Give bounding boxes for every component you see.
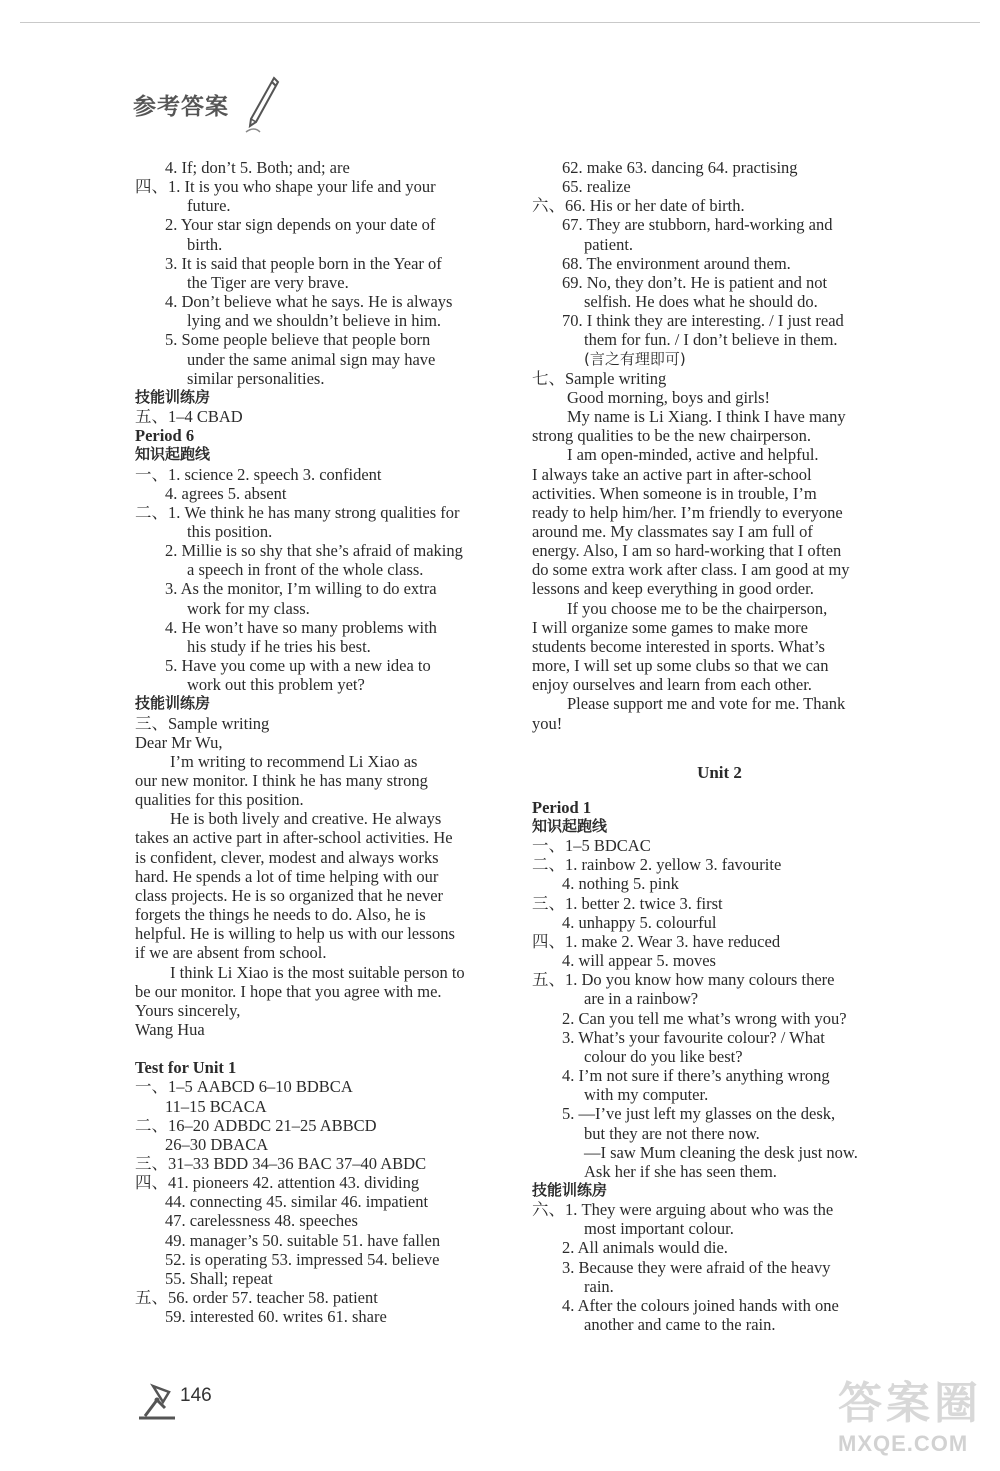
speech-line: I am open-minded, active and helpful. xyxy=(567,445,819,465)
answer-line: this position. xyxy=(187,521,273,541)
answer-line: Ask her if she has seen them. xyxy=(584,1161,777,1181)
header-title: 参考答案 xyxy=(133,94,229,120)
letter-line: be our monitor. I hope that you agree with me. xyxy=(135,981,442,1001)
watermark-text: 答案圈 xyxy=(838,1378,982,1429)
answer-line: another and came to the rain. xyxy=(584,1315,776,1335)
answer-line: 2. All animals would die. xyxy=(562,1238,728,1258)
top-rule xyxy=(20,22,980,23)
letter-line: He is both lively and creative. He always xyxy=(170,809,442,829)
speech-line: students become interested in sports. What’s xyxy=(532,636,825,656)
speech-line: around me. My classmates say I am full of xyxy=(532,521,813,541)
answer-line: 5. —I’ve just left my glasses on the desk, xyxy=(562,1104,836,1124)
desk-lamp-icon xyxy=(135,1378,179,1422)
answer-line: lying and we shouldn’t believe in him. xyxy=(187,311,442,331)
test-heading: Test for Unit 1 xyxy=(135,1058,237,1078)
answer-line: work for my class. xyxy=(187,598,310,618)
answer-line: 七、Sample writing xyxy=(532,368,667,388)
answer-line: 70. I think they are interesting. / I just read xyxy=(562,311,844,331)
letter-line: Dear Mr Wu, xyxy=(135,732,223,752)
speech-line: Please support me and vote for me. Thank xyxy=(567,694,846,714)
speech-line: Good morning, boys and girls! xyxy=(567,387,771,407)
speech-line: enjoy ourselves and learn from each other. xyxy=(532,675,812,695)
answer-line: 4. I’m not sure if there’s anything wrong xyxy=(562,1066,830,1086)
answer-line: 68. The environment around them. xyxy=(562,253,791,273)
section-heading: 知识起跑线 xyxy=(135,445,211,464)
speech-line: I will organize some games to make more xyxy=(532,617,808,637)
answer-line: 四、41. pioneers 42. attention 43. dividing xyxy=(135,1173,420,1193)
answer-line: 一、1–5 AABCD 6–10 BDBCA xyxy=(135,1077,353,1097)
answer-line: 六、66. His or her date of birth. xyxy=(532,196,745,216)
answer-line: 二、16–20 ADBDC 21–25 ABBCD xyxy=(135,1115,377,1135)
answer-line: 一、1. science 2. speech 3. confident xyxy=(135,464,382,484)
answer-line: them for fun. / I don’t believe in them. xyxy=(584,330,838,350)
speech-line: energy. Also, I am so hard-working that I often xyxy=(532,541,842,561)
letter-line: takes an active part in after-school activities. He xyxy=(135,828,453,848)
answer-line: 3. Because they were afraid of the heavy xyxy=(562,1257,831,1277)
period-heading: Period 1 xyxy=(532,797,592,817)
answer-line: 4. will appear 5. moves xyxy=(562,951,716,971)
answer-line: patient. xyxy=(584,234,634,254)
right-column xyxy=(532,158,907,1334)
answer-line: 62. make 63. dancing 64. practising xyxy=(562,158,798,177)
answer-line: colour do you like best? xyxy=(584,1046,743,1066)
answer-line: 2. Can you tell me what’s wrong with you? xyxy=(562,1008,847,1028)
watermark xyxy=(838,1367,982,1457)
answer-note: (言之有理即可) xyxy=(584,349,686,368)
letter-line: Wang Hua xyxy=(135,1020,205,1040)
speech-line: activities. When someone is in trouble, I’m xyxy=(532,483,817,503)
answer-line: selfish. He does what he should do. xyxy=(584,292,818,312)
answer-line: future. xyxy=(187,196,231,216)
speech-line: you! xyxy=(532,713,563,733)
speech-line: do some extra work after class. I am good at my xyxy=(532,560,850,580)
answer-line: rain. xyxy=(584,1276,614,1296)
letter-line: I think Li Xiao is the most suitable person to xyxy=(170,962,465,982)
section-heading: 技能训练房 xyxy=(135,694,211,713)
period-heading: Period 6 xyxy=(135,426,195,446)
answer-line: 4. Don’t believe what he says. He is always xyxy=(165,292,453,312)
speech-line: My name is Li Xiang. I think I have many xyxy=(567,407,846,427)
speech-line: If you choose me to be the chairperson, xyxy=(567,598,828,618)
answer-line: 26–30 DBACA xyxy=(165,1134,269,1154)
letter-line: if we are absent from school. xyxy=(135,943,327,963)
pen-icon xyxy=(244,76,280,136)
answer-line: 三、31–33 BDD 34–36 BAC 37–40 ABDC xyxy=(135,1153,427,1173)
answer-line: 4. He won’t have so many problems with xyxy=(165,617,437,637)
answer-line: most important colour. xyxy=(584,1219,734,1239)
speech-line: more, I will set up some clubs so that we can xyxy=(532,656,829,676)
answer-line: 65. realize xyxy=(562,177,631,197)
letter-line: class projects. He is so organized that he never xyxy=(135,885,444,905)
page-header xyxy=(133,88,229,121)
answer-line: 47. carelessness 48. speeches xyxy=(165,1211,358,1231)
answer-line: 4. nothing 5. pink xyxy=(562,874,679,894)
answer-line: 四、1. make 2. Wear 3. have reduced xyxy=(532,931,781,951)
left-column xyxy=(135,158,510,1326)
answer-line: but they are not there now. xyxy=(584,1123,760,1143)
speech-line: I always take an active part in after-school xyxy=(532,464,812,484)
answer-line: are in a rainbow? xyxy=(584,989,699,1009)
answer-line: 五、1. Do you know how many colours there xyxy=(532,970,835,990)
answer-line: 4. unhappy 5. colourful xyxy=(562,912,717,932)
letter-line: hard. He spends a lot of time helping with our xyxy=(135,866,439,886)
section-heading: 知识起跑线 xyxy=(532,817,608,835)
answer-line: 5. Some people believe that people born xyxy=(165,330,431,350)
answer-line: 五、56. order 57. teacher 58. patient xyxy=(135,1288,378,1308)
answer-line: 59. interested 60. writes 61. share xyxy=(165,1307,387,1327)
answer-line: a speech in front of the whole class. xyxy=(187,560,424,580)
page-number: 146 xyxy=(180,1385,212,1406)
answer-line: birth. xyxy=(187,234,223,254)
section-heading: 技能训练房 xyxy=(135,387,211,406)
answer-line: 49. manager’s 50. suitable 51. have fallen xyxy=(165,1230,441,1250)
answer-line: 三、Sample writing xyxy=(135,713,270,733)
answer-line: with my computer. xyxy=(584,1085,709,1105)
answer-line: 3. It is said that people born in the Year of xyxy=(165,253,442,273)
answer-line: 3. What’s your favourite colour? / What xyxy=(562,1027,825,1047)
watermark-url: MXQE.COM xyxy=(838,1431,969,1456)
answer-line: 69. No, they don’t. He is patient and not xyxy=(562,272,828,292)
section-heading: 技能训练房 xyxy=(532,1180,608,1199)
answer-line: 五、1–4 CBAD xyxy=(135,407,243,427)
answer-line: the Tiger are very brave. xyxy=(187,272,349,292)
answer-line: 二、1. We think he has many strong qualities for xyxy=(135,502,460,522)
answer-line: his study if he tries his best. xyxy=(187,636,371,656)
answer-line: 2. Millie is so shy that she’s afraid of making xyxy=(165,541,463,561)
letter-line: is confident, clever, modest and always works xyxy=(135,847,439,867)
answer-line: 4. If; don’t 5. Both; and; are xyxy=(165,158,350,177)
answer-line: 4. After the colours joined hands with one xyxy=(562,1295,839,1315)
speech-line: lessons and keep everything in good order. xyxy=(532,579,814,599)
unit-title: Unit 2 xyxy=(697,762,742,782)
answer-line: 5. Have you come up with a new idea to xyxy=(165,656,431,676)
letter-line: our new monitor. I think he has many strong xyxy=(135,771,428,790)
answer-line: 55. Shall; repeat xyxy=(165,1268,273,1288)
letter-line: qualities for this position. xyxy=(135,790,304,810)
letter-line: helpful. He is willing to help us with our lessons xyxy=(135,924,455,944)
letter-line: forgets the things he needs to do. Also, he is xyxy=(135,905,426,925)
answer-line: work out this problem yet? xyxy=(187,675,365,695)
answer-line: 二、1. rainbow 2. yellow 3. favourite xyxy=(532,855,782,875)
answer-line: 11–15 BCACA xyxy=(165,1096,267,1116)
answer-line: 一、1–5 BDCAC xyxy=(532,836,651,856)
answer-line: 67. They are stubborn, hard-working and xyxy=(562,215,833,235)
answer-line: 44. connecting 45. similar 46. impatient xyxy=(165,1192,429,1212)
answer-line: 四、1. It is you who shape your life and your xyxy=(135,177,436,197)
answer-line: —I saw Mum cleaning the desk just now. xyxy=(584,1142,858,1162)
answer-line: 六、1. They were arguing about who was the xyxy=(532,1200,834,1220)
letter-line: I’m writing to recommend Li Xiao as xyxy=(170,751,418,771)
letter-line: Yours sincerely, xyxy=(135,1000,241,1020)
answer-line: 3. As the monitor, I’m willing to do extra xyxy=(165,579,437,599)
answer-line: 52. is operating 53. impressed 54. believe xyxy=(165,1249,440,1269)
answer-line: 2. Your star sign depends on your date of xyxy=(165,215,436,235)
speech-line: strong qualities to be the new chairperson. xyxy=(532,426,812,446)
answer-line: under the same animal sign may have xyxy=(187,349,436,369)
speech-line: ready to help him/her. I’m friendly to everyone xyxy=(532,502,843,522)
answer-line: similar personalities. xyxy=(187,368,325,388)
answer-line: 4. agrees 5. absent xyxy=(165,483,287,503)
answer-line: 三、1. better 2. twice 3. first xyxy=(532,893,723,913)
